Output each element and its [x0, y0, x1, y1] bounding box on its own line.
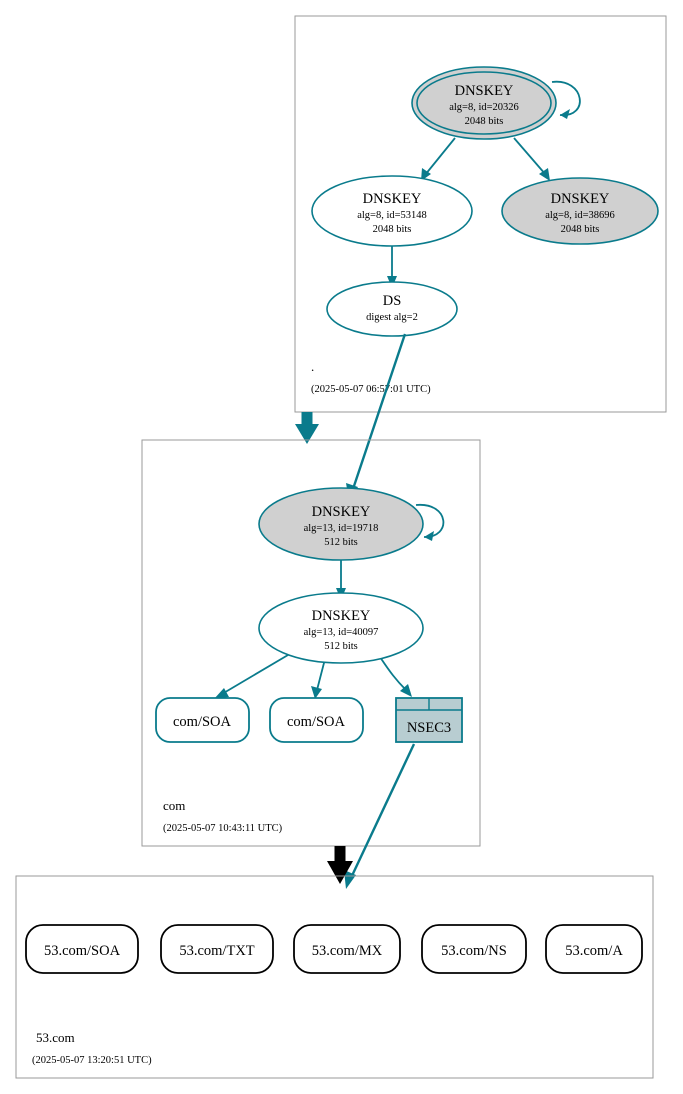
rrset-com-soa-1-label: com/SOA [173, 714, 231, 730]
node-ds-digest: digest alg=2 [366, 312, 418, 323]
rrset-53com-ns-label: 53.com/NS [441, 943, 507, 959]
node-dnskey-53148-alg: alg=8, id=53148 [357, 210, 427, 221]
zone-timestamp-root: (2025-05-07 06:57:01 UTC) [311, 384, 431, 395]
delegation-arrow-root-to-com-head [295, 424, 319, 444]
arrowhead-selfsign-com-ksk [424, 531, 434, 541]
zone-timestamp-53com: (2025-05-07 13:20:51 UTC) [32, 1055, 152, 1066]
node-dnskey-53148-bits: 2048 bits [372, 224, 412, 235]
rrset-com-soa-2-label: com/SOA [287, 714, 345, 730]
node-dnskey-19718-bits: 512 bits [324, 537, 358, 548]
zone-label-com: com [163, 798, 186, 813]
node-dnskey-53148-title: DNSKEY [362, 191, 422, 207]
rrset-53com-soa-label: 53.com/SOA [43, 943, 121, 959]
node-dnskey-40097-bits: 512 bits [324, 641, 358, 652]
node-dnskey-38696-alg: alg=8, id=38696 [545, 210, 615, 221]
node-dnskey-38696-bits: 2048 bits [560, 224, 600, 235]
edge-com-zsk-to-nsec3 [380, 657, 406, 690]
edge-com-zsk-to-soa2 [317, 659, 325, 690]
edge-ds-to-com-ksk [352, 334, 405, 492]
edge-ksk20326-to-zsk53148 [425, 138, 455, 175]
rrset-53com-txt-label: 53.com/TXT [179, 943, 255, 959]
zone-box-53com [16, 876, 653, 1078]
arrowhead-com-zsk-to-soa2 [311, 686, 322, 699]
arrowhead-selfsign-ksk-20326 [560, 109, 570, 119]
node-dnskey-19718-title: DNSKEY [311, 504, 371, 520]
rrset-53com-mx-label: 53.com/MX [311, 943, 383, 959]
rrset-nsec3-label: NSEC3 [406, 720, 452, 736]
edge-com-zsk-to-soa1 [222, 655, 288, 694]
node-dnskey-38696-title: DNSKEY [550, 191, 610, 207]
zone-timestamp-com: (2025-05-07 10:43:11 UTC) [163, 823, 283, 834]
rrset-53com-a-label: 53.com/A [565, 943, 623, 959]
node-dnskey-40097-title: DNSKEY [311, 608, 371, 624]
zone-label-root: . [311, 359, 315, 374]
node-dnskey-20326-bits: 2048 bits [464, 116, 504, 127]
node-dnskey-20326-alg: alg=8, id=20326 [449, 102, 519, 113]
node-dnskey-19718-alg: alg=13, id=19718 [303, 523, 379, 534]
node-dnskey-40097-alg: alg=13, id=40097 [303, 627, 379, 638]
edge-nsec3-to-53com [350, 744, 414, 880]
node-ds-com[interactable] [327, 282, 457, 336]
node-dnskey-20326-title: DNSKEY [454, 83, 514, 99]
edge-ksk20326-to-key38696 [514, 138, 546, 175]
node-ds-title: DS [382, 293, 402, 309]
zone-label-53com: 53.com [36, 1030, 75, 1045]
